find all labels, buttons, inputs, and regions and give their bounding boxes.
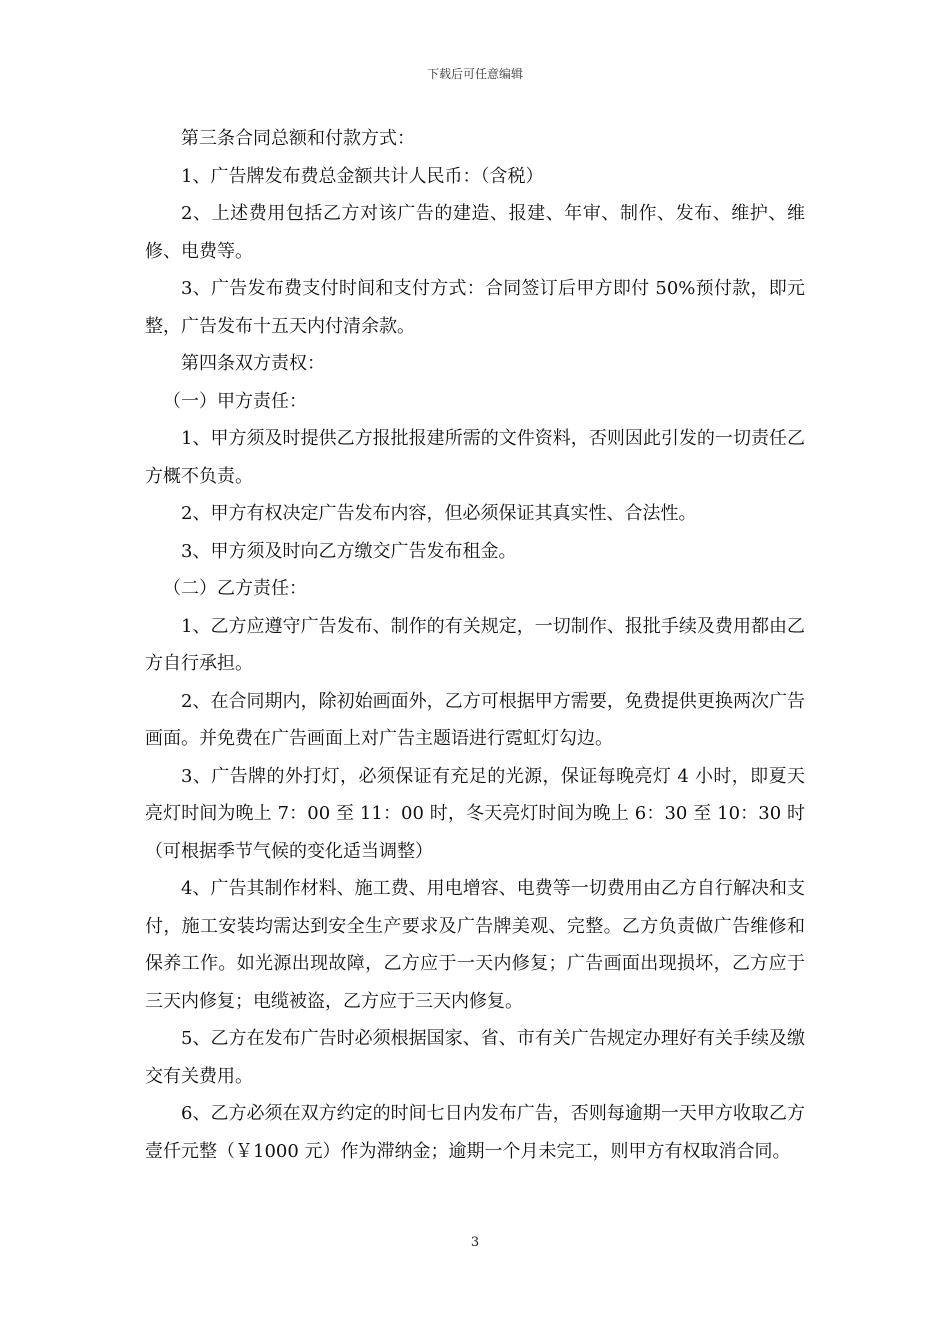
clause-party-a-1: 1、甲方须及时提供乙方报批报建所需的文件资料，否则因此引发的一切责任乙方概不负责。: [145, 428, 805, 487]
clause-payment-terms: 3、广告发布费支付时间和支付方式：合同签订后甲方即付 50%预付款，即元整，广告发布十五天内付清余款。: [145, 278, 805, 337]
clause-party-a-2: 2、甲方有权决定广告发布内容，但必须保证其真实性、合法性。: [181, 503, 697, 524]
clause-party-b-2: 2、在合同期内，除初始画面外，乙方可根据甲方需要，免费提供更换两次广告画面。并免费在广告画面上对广告主题语进行霓虹灯勾边。: [145, 690, 805, 749]
clause-total-amount: 1、广告牌发布费总金额共计人民币：（含税）: [181, 165, 544, 187]
clause-party-a-3: 3、甲方须及时向乙方缴交广告发布租金。: [181, 540, 517, 562]
clause-party-b-3: 3、广告牌的外打灯，必须保证有充足的光源，保证每晚亮灯 4 小时，即夏天亮灯时间为晚上 7：00 至 11：00 时，冬天亮灯时间为晚上 6：30 至 10：30 时（可根据季节气候的变化适当调整）: [145, 765, 805, 862]
section-title-responsibilities: 第四条双方责权：: [181, 353, 325, 374]
clause-party-b-4: 4、广告其制作材料、施工费、用电增容、电费等一切费用由乙方自行解决和支付，施工安装均需达到安全生产要求及广告牌美观、完整。乙方负责做广告维修和保养工作。如光源出现故障，乙方应于一天内修复；广告画面出现损坏，乙方应于三天内修复；电缆被盗，乙方应于三天内修复。: [145, 878, 805, 1012]
clause-party-b-1: 1、乙方应遵守广告发布、制作的有关规定，一切制作、报批手续及费用都由乙方自行承担。: [145, 615, 805, 674]
clause-party-b-5: 5、乙方在发布广告时必须根据国家、省、市有关广告规定办理好有关手续及缴交有关费用。: [145, 1028, 805, 1087]
document-body: [145, 120, 805, 1170]
clause-party-b-6: 6、乙方必须在双方约定的时间七日内发布广告，否则每逾期一天甲方收取乙方壹仟元整（￥1000 元）作为滞纳金；逾期一个月未完工，则甲方有权取消合同。: [145, 1103, 805, 1162]
subsection-party-a: （一）甲方责任：: [163, 390, 307, 412]
download-note-header: 下载后可任意编辑: [426, 67, 523, 81]
section-title-payment: 第三条合同总额和付款方式：: [181, 128, 415, 149]
subsection-party-b: （二）乙方责任：: [163, 578, 307, 599]
page-number: 3: [470, 1235, 480, 1250]
clause-fee-scope: 2、上述费用包括乙方对该广告的建造、报建、年审、制作、发布、维护、维修、电费等。: [145, 203, 805, 262]
